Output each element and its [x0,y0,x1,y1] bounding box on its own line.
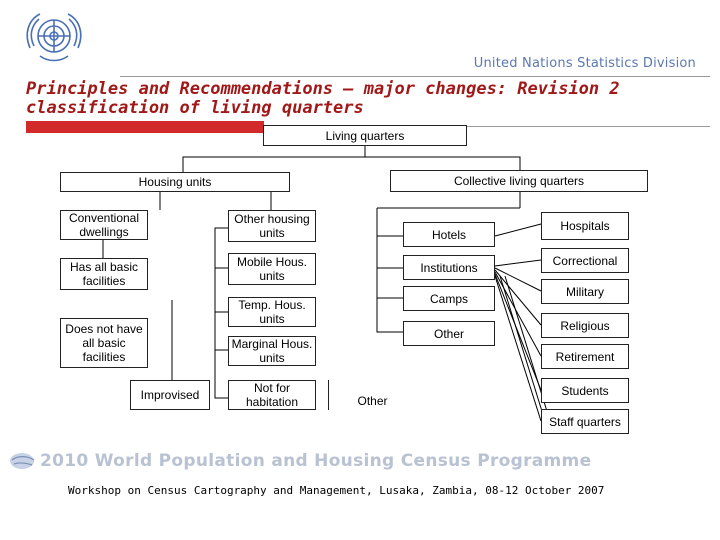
node-has-all-facilities: Has all basic facilities [60,258,148,290]
node-other-housing-units: Other housing units [228,210,316,242]
census-globe-icon [8,451,38,471]
node-other-collective: Other [403,321,495,346]
node-not-all-facilities: Does not have all basic facilities [60,318,148,368]
node-mobile-housing-units: Mobile Hous. units [228,253,316,285]
workshop-info: Workshop on Census Cartography and Management, Lusaka, Zambia, 08-12 October 2007 [68,484,605,497]
node-hospitals: Hospitals [541,212,629,240]
node-institutions: Institutions [403,255,495,280]
node-camps: Camps [403,286,495,311]
page-title: Principles and Recommendations – major changes: Revision 2 classification of living quarters [26,79,620,118]
node-marginal-housing-units: Marginal Hous. units [228,336,316,366]
node-hotels: Hotels [403,222,495,247]
node-military: Military [541,279,629,304]
org-name: United Nations Statistics Division [473,56,696,71]
node-temp-housing-units: Temp. Hous. units [228,297,316,327]
node-living-quarters: Living quarters [263,125,467,146]
node-not-for-habitation: Not for habitation [228,380,316,410]
node-religious: Religious [541,313,629,338]
node-conventional-dwellings: Conventional dwellings [60,210,148,240]
node-collective-living-quarters: Collective living quarters [390,170,648,192]
node-correctional: Correctional [541,248,629,273]
node-retirement: Retirement [541,344,629,369]
node-improvised: Improvised [130,380,210,410]
node-housing-units: Housing units [60,172,290,192]
node-students: Students [541,378,629,403]
node-staff-quarters: Staff quarters [541,409,629,434]
node-other-bottom: Other [328,380,416,410]
programme-banner-text: 2010 World Population and Housing Census Programme [40,451,592,471]
